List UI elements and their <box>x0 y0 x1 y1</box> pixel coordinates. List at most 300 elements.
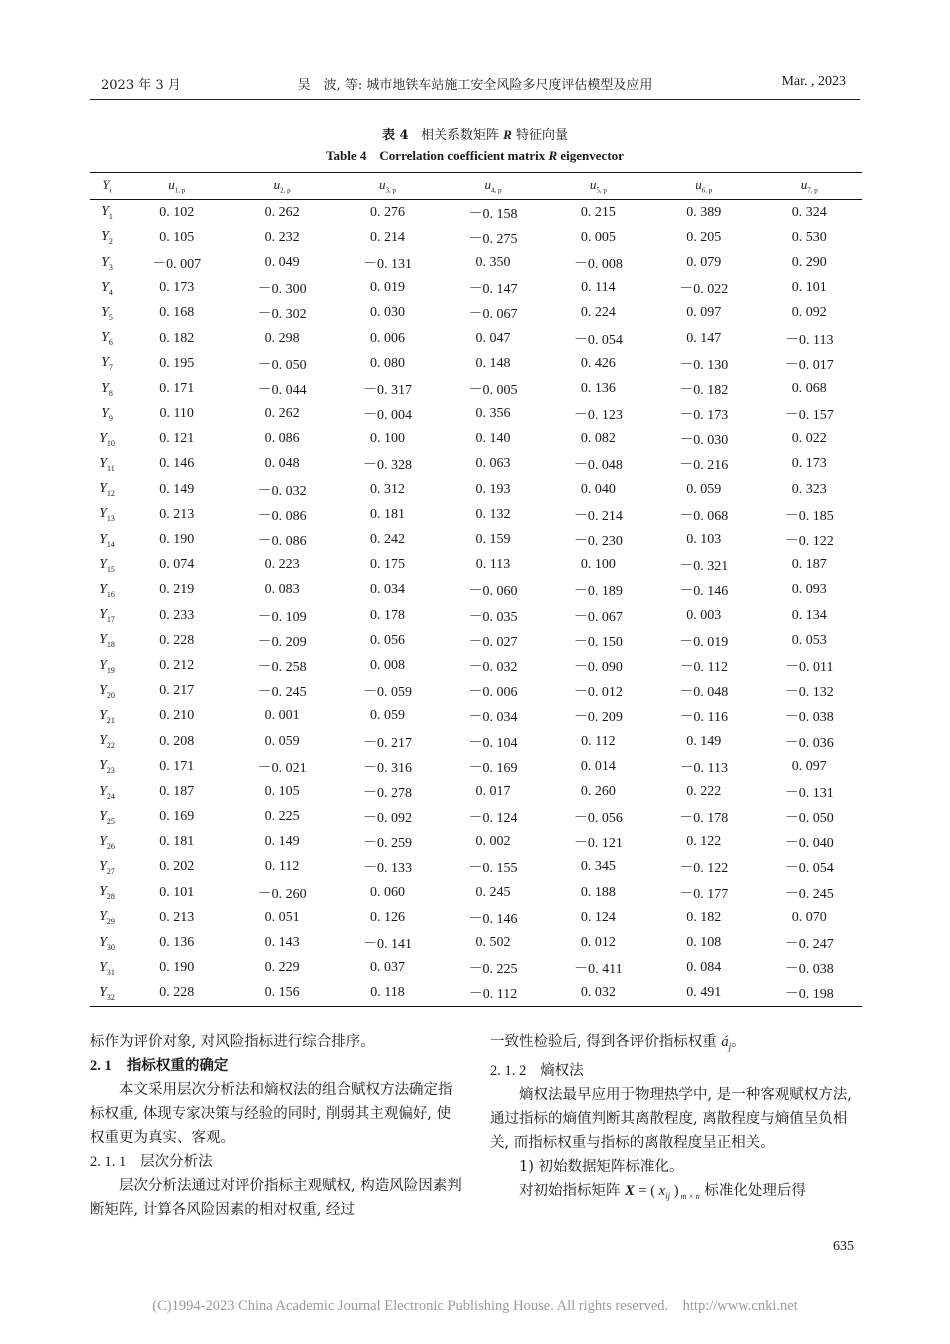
table-cell: －0. 300 <box>257 282 307 298</box>
table-cell: 0. 214 <box>370 229 406 245</box>
table-cell: －0. 004 <box>363 408 413 424</box>
row-label: $Y_{14}$ <box>99 531 115 549</box>
column-header-u1: $u_{1, p}$ <box>168 177 186 195</box>
row-label: $Y_8$ <box>101 380 113 398</box>
row-label: $Y_{12}$ <box>99 481 115 499</box>
table-cell: －0. 112 <box>679 659 729 675</box>
table-row <box>90 729 862 754</box>
row-label: $Y_{18}$ <box>99 632 115 650</box>
table-cell: 0. 232 <box>264 229 300 245</box>
row-label: $Y_{27}$ <box>99 859 115 876</box>
table-cell: －0. 021 <box>257 760 307 776</box>
column-header-u3: $u_{3, p}$ <box>379 177 397 195</box>
table-row <box>90 402 862 427</box>
table-caption-cn: 表 4 相关系数矩阵 R 特征向量 <box>382 127 568 143</box>
table-row <box>90 956 862 981</box>
table-cell: －0. 060 <box>468 584 518 600</box>
table-cell: 0. 101 <box>159 884 195 900</box>
table-cell: －0. 123 <box>573 408 623 424</box>
table-cell: 0. 159 <box>475 532 511 548</box>
table-row <box>90 326 862 351</box>
table-row <box>90 452 862 477</box>
table-cell: －0. 032 <box>257 483 307 499</box>
table-cell: －0. 182 <box>679 382 729 398</box>
table-cell: －0. 198 <box>784 987 834 1003</box>
column-header-u5: $u_{5, p}$ <box>589 177 607 195</box>
table-cell: 0. 113 <box>475 557 511 573</box>
table-cell: －0. 122 <box>679 861 729 877</box>
table-cell: 0. 051 <box>264 909 300 925</box>
table-cell: 0. 001 <box>264 708 300 724</box>
table-cell: －0. 104 <box>468 735 518 751</box>
table-cell: －0. 209 <box>257 634 307 650</box>
table-cell: 0. 212 <box>159 657 195 673</box>
table-row <box>90 553 862 578</box>
table-cell: 0. 262 <box>264 406 300 422</box>
paragraph: 1) 初始数据矩阵标准化。 <box>519 1158 684 1175</box>
table-cell: －0. 054 <box>573 332 623 348</box>
table-cell: 0. 324 <box>791 204 827 220</box>
table-cell: －0. 007 <box>152 256 202 272</box>
page-number: 635 <box>833 1239 854 1254</box>
copyright-footer: (C)1994-2023 China Academic Journal Electronic Publishing House. All rights reserved. http://www.cnki.net <box>152 1298 798 1314</box>
table-cell: －0. 011 <box>785 659 834 675</box>
table-cell: 0. 097 <box>686 305 722 321</box>
table-cell: －0. 122 <box>784 534 834 550</box>
table-cell: 0. 502 <box>475 935 511 951</box>
table-row <box>90 855 862 880</box>
table-cell: －0. 217 <box>363 735 413 751</box>
table-cell: －0. 132 <box>784 685 834 701</box>
table-cell: －0. 214 <box>573 508 623 524</box>
table-cell: －0. 038 <box>784 962 834 978</box>
row-label: $Y_7$ <box>101 355 113 373</box>
table-cell: 0. 019 <box>370 280 406 296</box>
table-cell: 0. 003 <box>686 607 722 623</box>
row-label: $Y_{10}$ <box>99 430 115 448</box>
right-column <box>490 1030 865 1209</box>
table-cell: 0. 014 <box>580 758 616 774</box>
table-cell: －0. 158 <box>468 206 518 222</box>
table-cell: 0. 171 <box>159 758 195 774</box>
table-cell: 0. 032 <box>580 985 616 1001</box>
table-cell: 0. 224 <box>580 305 616 321</box>
table-cell: 0. 213 <box>159 909 195 925</box>
table-cell: 0. 068 <box>791 380 827 396</box>
header-rule <box>90 99 860 100</box>
table-cell: 0. 122 <box>686 834 722 850</box>
table-cell: 0. 082 <box>580 431 616 447</box>
table-cell: 0. 056 <box>370 632 406 648</box>
table-cell: 0. 049 <box>264 254 300 270</box>
table-cell: 0. 059 <box>264 733 300 749</box>
table-cell: 0. 059 <box>370 708 406 724</box>
column-header-y: $Y_i$ <box>102 177 112 195</box>
table-cell: －0. 059 <box>363 685 413 701</box>
paragraph: 一致性检验后, 得到各评价指标权重 $á_j$。 <box>490 1034 746 1052</box>
row-label: $Y_{29}$ <box>99 909 115 927</box>
table-cell: －0. 258 <box>257 659 307 675</box>
table-cell: 0. 143 <box>264 935 300 951</box>
table-cell: －0. 113 <box>679 760 729 776</box>
table-cell: －0. 155 <box>468 861 518 877</box>
table-cell: 0. 181 <box>370 506 406 522</box>
left-column <box>90 1030 465 1222</box>
table-cell: 0. 188 <box>580 884 616 900</box>
table-cell: －0. 328 <box>363 458 413 474</box>
table-row <box>90 200 862 226</box>
table-cell: －0. 321 <box>679 559 729 575</box>
table-row <box>90 502 862 527</box>
table-cell: 0. 389 <box>686 204 722 220</box>
row-label: $Y_{28}$ <box>99 884 115 902</box>
table-cell: －0. 317 <box>363 382 413 398</box>
row-label: $Y_{19}$ <box>99 657 115 675</box>
table-cell: －0. 209 <box>573 710 623 726</box>
table-row <box>90 779 862 804</box>
running-header-date: 2023 年 3 月 <box>101 78 181 93</box>
table-cell: －0. 247 <box>784 937 834 953</box>
row-label: $Y_{17}$ <box>99 607 115 624</box>
table-cell: －0. 067 <box>468 307 518 323</box>
table-cell: 0. 059 <box>686 481 722 497</box>
table-cell: －0. 038 <box>784 710 834 726</box>
table-cell: 0. 149 <box>159 481 195 497</box>
paragraph: 标作为评价对象, 对风险指标进行综合排序。 <box>90 1034 375 1050</box>
table-cell: 0. 083 <box>264 582 300 598</box>
paragraph: 对初始指标矩阵 X = ( $x_{ij}$ ) $_{m \times n}$ 标准化处理后得 <box>519 1182 806 1201</box>
table-row <box>90 376 862 401</box>
table-cell: 0. 100 <box>580 557 616 573</box>
running-header-title: 吴 波, 等: 城市地铁车站施工安全风险多尺度评估模型及应用 <box>297 78 653 93</box>
row-label: $Y_{21}$ <box>99 707 115 725</box>
table-cell: －0. 150 <box>573 634 623 650</box>
table-header-row <box>90 173 862 200</box>
table-cell: 0. 228 <box>159 985 195 1001</box>
row-label: $Y_{20}$ <box>99 682 115 700</box>
table-cell: －0. 146 <box>679 584 729 600</box>
table-cell: －0. 022 <box>679 282 729 298</box>
table-cell: －0. 260 <box>257 886 307 902</box>
section-heading-2-1: 2. 1 指标权重的确定 <box>90 1057 229 1074</box>
table-row <box>90 351 862 376</box>
table-cell: 0. 112 <box>581 733 616 749</box>
table-cell: 0. 426 <box>580 355 616 371</box>
row-label: $Y_{25}$ <box>99 808 115 826</box>
table-cell: 0. 323 <box>791 481 827 497</box>
table-cell: 0. 149 <box>264 834 300 850</box>
table-cell: －0. 275 <box>468 231 518 247</box>
table-cell: －0. 411 <box>574 962 623 978</box>
table-cell: 0. 079 <box>686 254 722 270</box>
running-header-date-en: Mar. , 2023 <box>781 74 846 89</box>
table-cell: 0. 171 <box>159 380 195 396</box>
table-cell: 0. 048 <box>264 456 300 472</box>
table-cell: 0. 034 <box>370 582 406 598</box>
table-cell: 0. 060 <box>370 884 406 900</box>
table-cell: 0. 190 <box>159 960 195 976</box>
table-cell: －0. 113 <box>785 332 834 348</box>
section-heading-2-1-1: 2. 1. 1 层次分析法 <box>90 1154 213 1170</box>
table-cell: －0. 027 <box>468 634 518 650</box>
table-cell: 0. 173 <box>791 456 827 472</box>
table-cell: 0. 146 <box>159 456 195 472</box>
table-cell: 0. 140 <box>475 431 511 447</box>
table-cell: －0. 008 <box>573 256 623 272</box>
table-cell: －0. 090 <box>573 659 623 675</box>
table-cell: 0. 181 <box>159 834 195 850</box>
table-row <box>90 301 862 326</box>
table-cell: 0. 005 <box>580 229 616 245</box>
table-cell: －0. 044 <box>257 382 307 398</box>
table-cell: 0. 053 <box>791 632 827 648</box>
table-cell: 0. 345 <box>580 859 616 875</box>
table-cell: 0. 100 <box>370 431 406 447</box>
row-label: $Y_{23}$ <box>99 758 115 776</box>
table-row <box>90 905 862 930</box>
table-cell: －0. 054 <box>784 861 834 877</box>
row-label: $Y_{11}$ <box>99 456 115 473</box>
row-label: $Y_{16}$ <box>99 582 115 599</box>
table-cell: －0. 177 <box>679 886 729 902</box>
table-cell: －0. 109 <box>257 609 307 625</box>
table-cell: －0. 147 <box>468 282 518 298</box>
table-cell: 0. 002 <box>475 834 511 850</box>
table-row <box>90 981 862 1007</box>
table-cell: －0. 005 <box>468 382 518 398</box>
table-cell: －0. 157 <box>784 408 834 424</box>
table-cell: －0. 225 <box>468 962 518 978</box>
table-cell: －0. 189 <box>573 584 623 600</box>
table-cell: －0. 092 <box>363 811 413 827</box>
table-cell: 0. 134 <box>791 607 827 623</box>
column-header-u2: $u_{2, p}$ <box>273 177 291 195</box>
table-cell: 0. 124 <box>580 909 616 925</box>
row-label: $Y_{30}$ <box>99 934 115 952</box>
table-cell: 0. 202 <box>159 859 195 875</box>
table-cell: 0. 182 <box>159 330 195 346</box>
table-cell: 0. 149 <box>686 733 722 749</box>
table-cell: －0. 169 <box>468 760 518 776</box>
table-cell: 0. 222 <box>686 783 722 799</box>
table-cell: 0. 121 <box>159 431 195 447</box>
table-cell: 0. 084 <box>686 960 722 976</box>
table-cell: 0. 223 <box>264 557 300 573</box>
table-row <box>90 477 862 502</box>
table-cell: 0. 193 <box>475 481 511 497</box>
table-cell: 0. 092 <box>791 305 827 321</box>
table-cell: －0. 048 <box>573 458 623 474</box>
row-label: $Y_9$ <box>101 405 113 423</box>
table-cell: 0. 006 <box>370 330 406 346</box>
table-cell: 0. 047 <box>475 330 511 346</box>
table-row <box>90 225 862 250</box>
table-cell: 0. 101 <box>791 280 827 296</box>
table-cell: 0. 080 <box>370 355 406 371</box>
table-cell: 0. 213 <box>159 506 195 522</box>
table-cell: 0. 169 <box>159 809 195 825</box>
table-cell: －0. 019 <box>679 634 729 650</box>
table-cell: 0. 108 <box>686 935 722 951</box>
table-cell: 0. 276 <box>370 204 406 220</box>
table-cell: 0. 147 <box>686 330 722 346</box>
table-cell: －0. 141 <box>363 937 413 953</box>
table-cell: 0. 148 <box>475 355 511 371</box>
row-label: $Y_1$ <box>101 204 113 221</box>
table-cell: －0. 040 <box>784 836 834 852</box>
table-cell: －0. 216 <box>679 458 729 474</box>
table-cell: 0. 187 <box>791 557 827 573</box>
table-cell: －0. 316 <box>363 760 413 776</box>
table-cell: 0. 063 <box>475 456 511 472</box>
table-row <box>90 527 862 552</box>
table-cell: 0. 070 <box>791 909 827 925</box>
table-row <box>90 830 862 855</box>
table-cell: 0. 210 <box>159 708 195 724</box>
table-cell: 0. 175 <box>370 557 406 573</box>
row-label: $Y_2$ <box>101 229 113 247</box>
table-cell: －0. 034 <box>468 710 518 726</box>
column-header-u7: $u_{7, p}$ <box>800 177 818 195</box>
table-cell: 0. 350 <box>475 254 511 270</box>
table-row <box>90 930 862 955</box>
table-cell: 0. 105 <box>264 783 300 799</box>
row-label: $Y_{13}$ <box>99 506 115 524</box>
table-cell: 0. 233 <box>159 607 195 623</box>
row-label: $Y_{15}$ <box>99 556 115 574</box>
table-cell: 0. 219 <box>159 582 195 598</box>
table-cell: 0. 110 <box>159 406 194 422</box>
table-cell: 0. 132 <box>475 506 511 522</box>
table-cell: 0. 215 <box>580 204 616 220</box>
table-cell: 0. 190 <box>159 532 195 548</box>
table-row <box>90 628 862 653</box>
table-cell: 0. 008 <box>370 657 406 673</box>
table-cell: －0. 302 <box>257 307 307 323</box>
table-row <box>90 578 862 603</box>
table-cell: 0. 030 <box>370 305 406 321</box>
row-label: $Y_3$ <box>101 254 113 272</box>
table-cell: －0. 130 <box>679 357 729 373</box>
table-row <box>90 250 862 275</box>
table-caption-en: Table 4 Correlation coefficient matrix R eigenvector <box>326 148 624 163</box>
table-cell: －0. 245 <box>257 685 307 701</box>
table-cell: 0. 126 <box>370 909 406 925</box>
table-cell: 0. 086 <box>264 431 300 447</box>
table-cell: 0. 312 <box>370 481 406 497</box>
table-cell: 0. 530 <box>791 229 827 245</box>
row-label: $Y_{31}$ <box>99 959 115 977</box>
table-cell: 0. 022 <box>791 431 827 447</box>
table-cell: －0. 006 <box>468 685 518 701</box>
section-heading-2-1-2: 2. 1. 2 熵权法 <box>490 1062 584 1079</box>
table-cell: 0. 012 <box>580 935 616 951</box>
table-cell: 0. 105 <box>159 229 195 245</box>
table-cell: 0. 037 <box>370 960 406 976</box>
table-cell: －0. 086 <box>257 534 307 550</box>
row-label: $Y_5$ <box>101 304 113 322</box>
table-cell: 0. 208 <box>159 733 195 749</box>
table-cell: 0. 136 <box>580 380 616 396</box>
table-cell: 0. 017 <box>475 783 511 799</box>
table-cell: 0. 491 <box>686 985 722 1001</box>
row-label: $Y_{32}$ <box>99 985 115 1002</box>
table-row <box>90 653 862 678</box>
table-cell: 0. 245 <box>475 884 511 900</box>
row-label: $Y_4$ <box>101 279 113 297</box>
table-cell: 0. 102 <box>159 204 195 220</box>
paragraph: 层次分析法通过对评价指标主观赋权, 构造风险因素判断矩阵, 计算各风险因素的相对权重, 经过 <box>90 1178 462 1218</box>
table-cell: －0. 278 <box>363 785 413 801</box>
table-cell: 0. 228 <box>159 632 195 648</box>
table-cell: －0. 032 <box>468 659 518 675</box>
table-cell: 0. 156 <box>264 985 300 1001</box>
eigenvector-table <box>90 172 862 1007</box>
table-cell: －0. 133 <box>363 861 413 877</box>
table-cell: －0. 036 <box>784 735 834 751</box>
table-row <box>90 704 862 729</box>
table-cell: 0. 260 <box>580 783 616 799</box>
table-cell: 0. 103 <box>686 532 722 548</box>
table-cell: －0. 035 <box>468 609 518 625</box>
table-cell: 0. 168 <box>159 305 195 321</box>
table-cell: －0. 185 <box>784 508 834 524</box>
table-cell: 0. 290 <box>791 254 827 270</box>
table-cell: 0. 182 <box>686 909 722 925</box>
table-row <box>90 603 862 628</box>
table-cell: 0. 178 <box>370 607 406 623</box>
table-cell: 0. 229 <box>264 960 300 976</box>
table-cell: 0. 356 <box>475 406 511 422</box>
table-cell: －0. 124 <box>468 811 518 827</box>
table-row <box>90 880 862 905</box>
table-cell: 0. 195 <box>159 355 195 371</box>
table-cell: －0. 131 <box>363 256 413 272</box>
table-cell: －0. 012 <box>573 685 623 701</box>
table-cell: －0. 116 <box>679 710 729 726</box>
table-cell: －0. 048 <box>679 685 729 701</box>
table-cell: －0. 146 <box>468 911 518 927</box>
table-row <box>90 276 862 301</box>
table-cell: －0. 050 <box>784 811 834 827</box>
table-cell: －0. 173 <box>679 408 729 424</box>
table-cell: －0. 121 <box>573 836 623 852</box>
table-cell: 0. 262 <box>264 204 300 220</box>
table-cell: 0. 225 <box>264 809 300 825</box>
table-row <box>90 805 862 830</box>
paragraph: 本文采用层次分析法和熵权法的组合赋权方法确定指标权重, 体现专家决策与经验的同时, 削弱其主观偏好, 使权重更为真实、客观。 <box>90 1082 453 1146</box>
row-label: $Y_6$ <box>101 330 113 347</box>
table-cell: －0. 086 <box>257 508 307 524</box>
table-cell: 0. 074 <box>159 557 195 573</box>
column-header-u6: $u_{6, p}$ <box>695 177 713 195</box>
table-cell: 0. 114 <box>581 280 616 296</box>
table-cell: －0. 067 <box>573 609 623 625</box>
table-cell: －0. 030 <box>679 433 729 449</box>
table-cell: －0. 112 <box>468 987 518 1003</box>
table-cell: 0. 217 <box>159 683 195 699</box>
table-cell: 0. 298 <box>264 330 300 346</box>
table-cell: 0. 118 <box>370 985 405 1001</box>
table-cell: 0. 040 <box>580 481 616 497</box>
table-cell: －0. 131 <box>784 785 834 801</box>
table-row <box>90 679 862 704</box>
row-label: $Y_{22}$ <box>99 733 115 750</box>
table-cell: 0. 112 <box>264 859 300 875</box>
paragraph: 熵权法最早应用于物理热学中, 是一种客观赋权方法, 通过指标的熵值判断其离散程度, 离散程度与熵值呈负相关, 而指标权重与指标的离散程度呈正相关。 <box>490 1086 852 1151</box>
table-cell: －0. 017 <box>784 357 834 373</box>
table-cell: －0. 050 <box>257 357 307 373</box>
